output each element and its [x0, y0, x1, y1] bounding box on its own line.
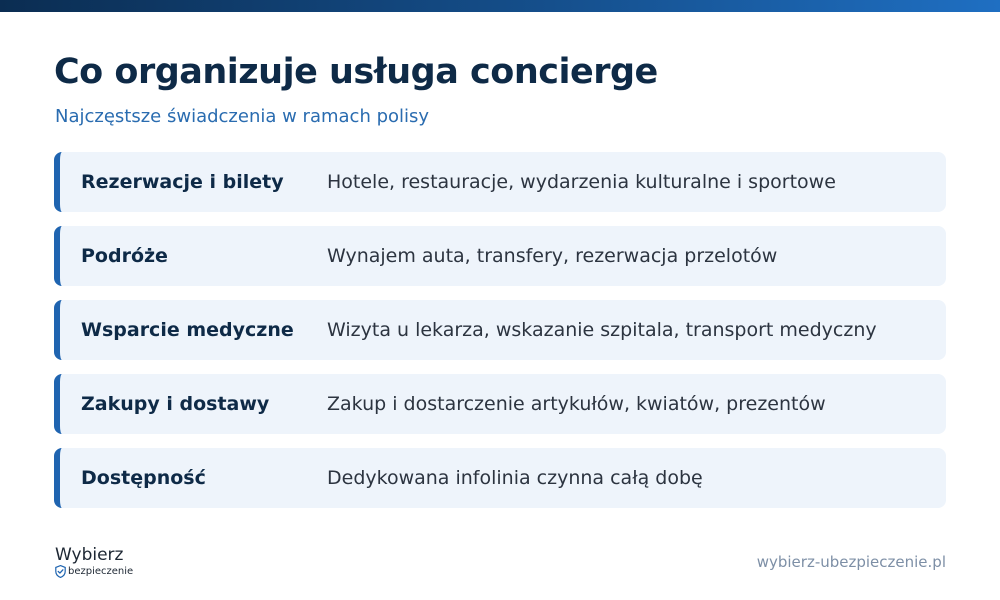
service-label: Dostępność: [81, 467, 206, 489]
shield-check-icon: [55, 565, 66, 578]
logo-wordmark: Wybierz: [55, 545, 124, 565]
service-label: Rezerwacje i bilety: [81, 171, 284, 193]
list-item: [54, 448, 946, 508]
brand-logo: [55, 546, 133, 578]
service-label: Podróże: [81, 245, 168, 267]
top-accent-bar: [0, 0, 1000, 12]
service-description: Wynajem auta, transfery, rezerwacja przelotów: [327, 245, 778, 267]
list-item: [54, 226, 946, 286]
list-item: [54, 300, 946, 360]
site-url: wybierz-ubezpieczenie.pl: [756, 553, 946, 571]
list-item: [54, 152, 946, 212]
list-item: [54, 374, 946, 434]
service-description: Dedykowana infolinia czynna całą dobę: [327, 467, 703, 489]
service-label: Wsparcie medyczne: [81, 319, 294, 341]
page-subtitle: Najczęstsze świadczenia w ramach polisy: [55, 106, 430, 127]
service-description: Wizyta u lekarza, wskazanie szpitala, transport medyczny: [327, 319, 877, 341]
logo-tagline: bezpieczenie: [68, 566, 134, 577]
service-label: Zakupy i dostawy: [81, 393, 270, 415]
service-description: Hotele, restauracje, wydarzenia kulturalne i sportowe: [327, 171, 836, 193]
service-description: Zakup i dostarczenie artykułów, kwiatów, prezentów: [327, 393, 826, 415]
services-list: [54, 152, 946, 522]
page-title: Co organizuje usługa concierge: [54, 52, 658, 92]
